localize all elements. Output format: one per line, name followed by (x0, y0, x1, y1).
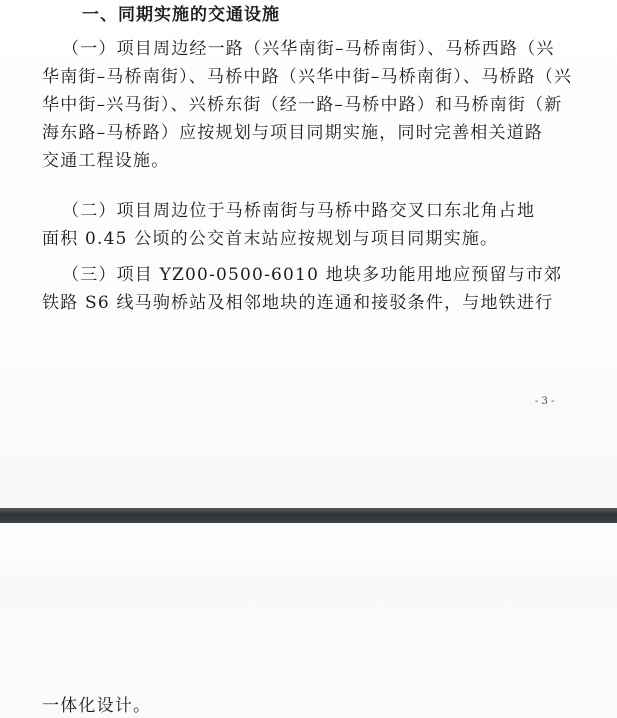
paragraph-2-line-1: （二）项目周边位于马桥南街与马桥中路交叉口东北角占地 (62, 201, 536, 221)
paragraph-3 (42, 261, 563, 317)
paragraph-1-line-4: 海东路–马桥路）应按规划与项目同期实施，同时完善相关道路 (42, 123, 544, 143)
paragraph-2 (42, 197, 536, 253)
paragraph-1-line-2: 华南街–马桥南街）、马桥中路（兴华中街–马桥南街）、马桥路（兴 (42, 67, 573, 87)
paragraph-3-line-2: 铁路 S6 线马驹桥站及相邻地块的连通和接驳条件，与地铁进行 (42, 293, 554, 313)
paragraph-3-line-1: （三）项目 YZ00-0500-6010 地块多功能用地应预留与市郊 (62, 265, 563, 285)
page-number: - 3 - (535, 396, 555, 407)
paragraph-1-line-5: 交通工程设施。 (42, 151, 170, 171)
paragraph-2-line-2: 面积 0.45 公顷的公交首末站应按规划与项目同期实施。 (42, 229, 499, 249)
paragraph-1-line-1: （一）项目周边经一路（兴华南街–马桥南街）、马桥西路（兴 (62, 39, 555, 59)
document-page-4 (0, 523, 617, 718)
paragraph-1-line-3: 华中街–兴马街）、兴桥东街（经一路–马桥中路）和马桥南街（新 (42, 95, 563, 115)
continuation-text: 一体化设计。 (42, 696, 152, 716)
section-heading: 一、同期实施的交通设施 (82, 5, 280, 25)
page-separator (0, 508, 617, 523)
paragraph-1 (42, 35, 573, 175)
